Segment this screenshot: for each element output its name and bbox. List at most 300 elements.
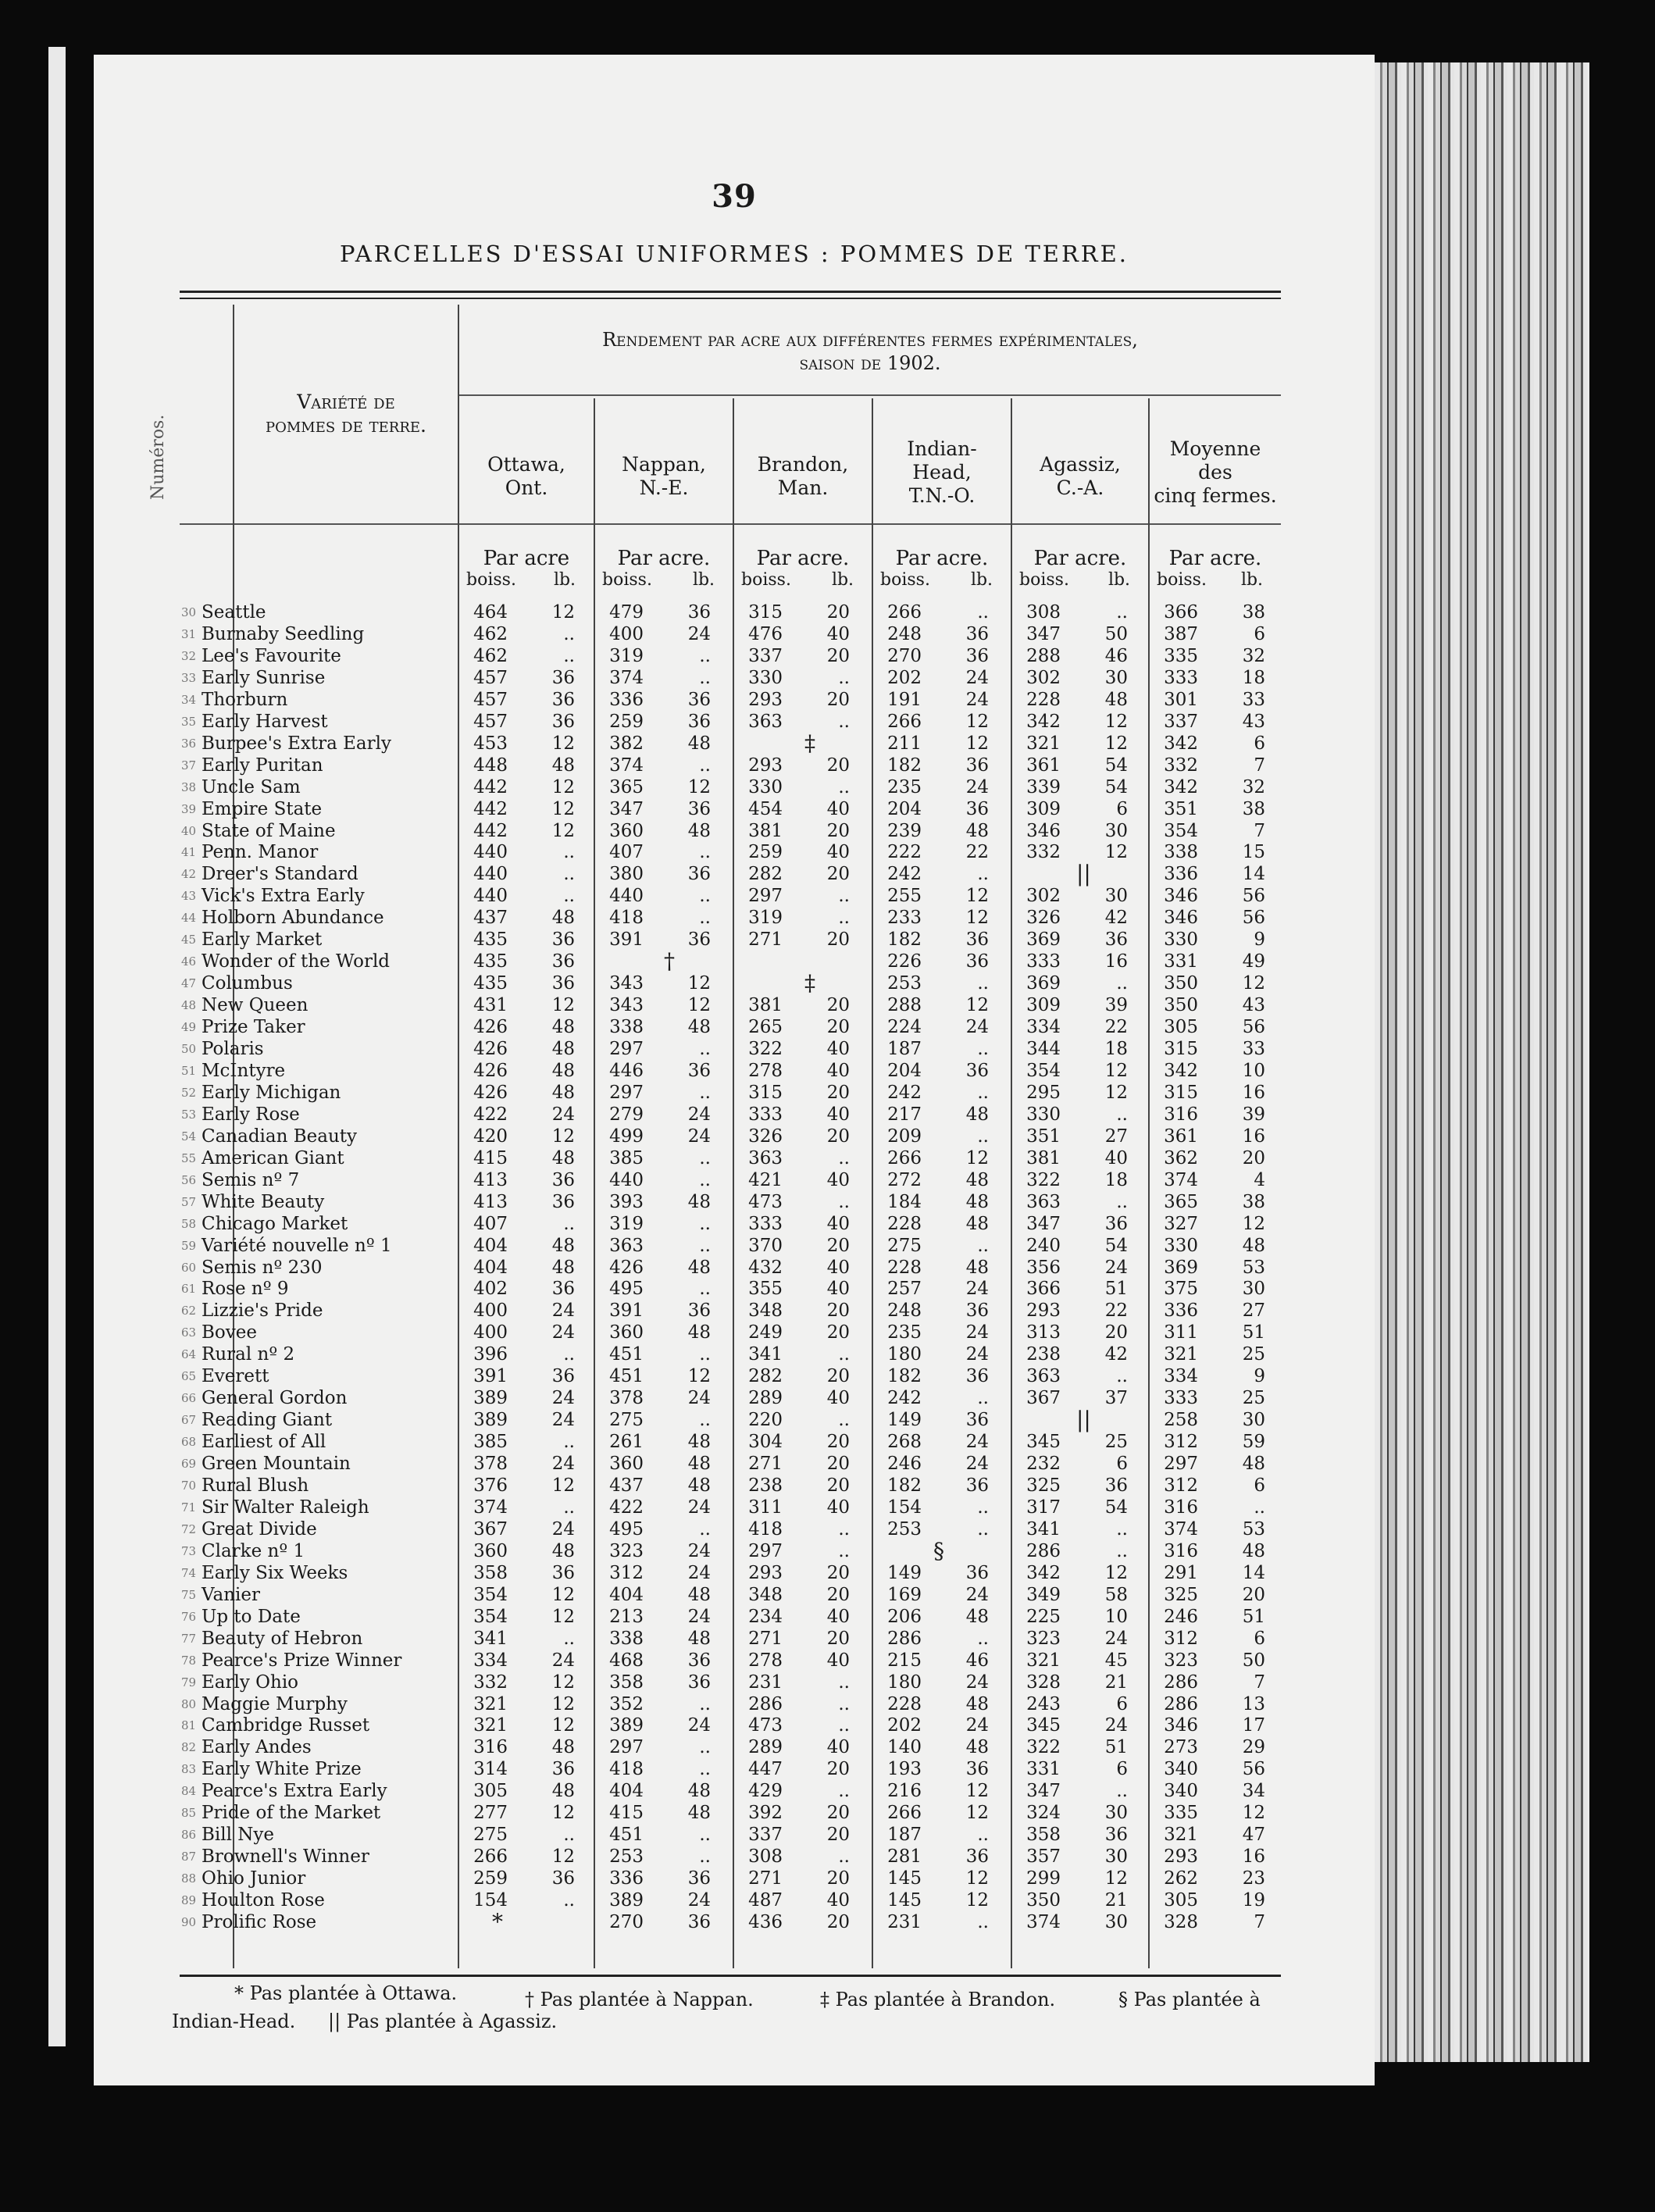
yield-bushels: 440: [609, 1169, 644, 1190]
yield-bushels: 266: [887, 1147, 922, 1168]
yield-bushels: 215: [887, 1650, 922, 1671]
yield-pounds: 50: [1104, 623, 1128, 644]
table-row: [0, 1714, 1281, 1736]
yield-pounds: 36: [687, 864, 711, 885]
farm-header-line: Ont.: [505, 476, 548, 499]
table-row: [0, 1736, 1281, 1758]
yield-bushels: 404: [609, 1781, 644, 1802]
yield-bushels: 266: [887, 602, 922, 623]
yield-pounds: 36: [551, 1191, 575, 1212]
yield-pounds: 20: [826, 1017, 850, 1038]
yield-bushels: 374: [473, 1497, 508, 1518]
yield-bushels: 435: [473, 951, 508, 972]
yield-bushels: 473: [748, 1715, 783, 1736]
yield-bushels: 440: [473, 842, 508, 863]
farm-header-5: [1150, 437, 1281, 508]
yield-bushels: 272: [887, 1169, 922, 1190]
yield-pounds: 43: [1242, 711, 1265, 732]
yield-bushels: 332: [473, 1671, 508, 1693]
yield-bushels: 358: [473, 1562, 508, 1583]
yield-pounds: ..: [977, 1628, 989, 1649]
yield-bushels: 202: [887, 1715, 922, 1736]
yield-bushels: 182: [887, 1366, 922, 1387]
yield-bushels: 270: [609, 1912, 644, 1932]
yield-pounds: 36: [965, 1300, 989, 1322]
yield-bushels: 238: [1026, 1344, 1061, 1365]
yield-bushels: 328: [1164, 1912, 1198, 1932]
yield-pounds: 54: [1104, 1235, 1128, 1256]
yield-pounds: 56: [1242, 886, 1265, 907]
row-number: 88: [181, 1871, 197, 1886]
table-row: [0, 1431, 1281, 1453]
yield-bushels: 332: [1026, 842, 1061, 863]
yield-bushels: 407: [473, 1213, 508, 1234]
yield-bushels: 225: [1026, 1606, 1061, 1627]
table-row: [0, 863, 1281, 885]
yield-bushels: 273: [1164, 1737, 1198, 1758]
yield-bushels: 333: [1026, 951, 1061, 972]
yield-bushels: 321: [473, 1693, 508, 1714]
farm-header-line: Indian-: [907, 437, 977, 460]
yield-bushels: 385: [473, 1432, 508, 1453]
yield-bushels: 495: [609, 1518, 644, 1539]
yield-pounds: ..: [699, 755, 711, 776]
yield-pounds: 30: [1242, 1279, 1265, 1300]
yield-pounds: 36: [687, 1650, 711, 1671]
yield-bushels: 204: [887, 798, 922, 819]
yield-bushels: 240: [1026, 1235, 1061, 1256]
yield-bushels: 228: [887, 1257, 922, 1278]
yield-bushels: 315: [748, 1082, 783, 1103]
yield-bushels: 418: [748, 1518, 783, 1539]
yield-pounds: 36: [551, 1868, 575, 1889]
yield-pounds: 33: [1242, 689, 1265, 710]
yield-bushels: 309: [1026, 995, 1061, 1016]
table-row: [0, 1147, 1281, 1169]
variety-name: Semis nº 230: [202, 1257, 323, 1278]
lb-header: lb.: [970, 570, 993, 590]
yield-bushels: 338: [1164, 842, 1198, 863]
yield-pounds: ..: [977, 1082, 989, 1103]
yield-bushels: 336: [609, 1868, 644, 1889]
variety-name: Pride of the Market: [202, 1803, 381, 1824]
yield-pounds: 40: [826, 842, 850, 863]
yield-pounds: ..: [699, 645, 711, 666]
lb-header: lb.: [692, 570, 715, 590]
variety-name: Lizzie's Pride: [202, 1300, 323, 1322]
yield-pounds: 47: [1242, 1825, 1265, 1846]
yield-bushels: 361: [1026, 755, 1061, 776]
yield-pounds: 48: [1104, 689, 1128, 710]
row-number: 52: [181, 1085, 197, 1100]
yield-bushels: 362: [1164, 1147, 1198, 1168]
yield-bushels: 154: [473, 1890, 508, 1911]
yield-pounds: 21: [1104, 1890, 1128, 1911]
yield-bushels: 457: [473, 689, 508, 710]
row-number: 63: [181, 1325, 197, 1340]
row-number: 39: [181, 801, 197, 816]
farm-header-2: [734, 453, 872, 500]
yield-bushels: 289: [748, 1737, 783, 1758]
yield-pounds: ..: [563, 842, 575, 863]
yield-pounds: 40: [826, 1388, 850, 1409]
yield-bushels: 242: [887, 1082, 922, 1103]
yield-bushels: 211: [887, 733, 922, 754]
variety-name: Early Rose: [202, 1104, 300, 1125]
variety-name: Penn. Manor: [202, 842, 319, 863]
yield-bushels: 297: [1164, 1454, 1198, 1475]
yield-bushels: 442: [473, 820, 508, 841]
book-page-edges: [1375, 62, 1589, 2062]
yield-bushels: 350: [1164, 995, 1198, 1016]
yield-pounds: 20: [1242, 1147, 1265, 1168]
yield-pounds: 48: [551, 1082, 575, 1103]
yield-bushels: 293: [748, 1562, 783, 1583]
yield-pounds: 24: [551, 1650, 575, 1671]
farm-header-line: Head,: [912, 461, 972, 483]
yield-pounds: ..: [699, 1169, 711, 1190]
yield-bushels: 297: [609, 1082, 644, 1103]
yield-pounds: 20: [826, 1868, 850, 1889]
yield-pounds: 32: [1242, 776, 1265, 797]
row-number: 90: [181, 1915, 197, 1929]
yield-bushels: 447: [748, 1759, 783, 1780]
yield-bushels: 342: [1164, 733, 1198, 754]
variety-name: Vick's Extra Early: [202, 886, 365, 907]
yield-bushels: 145: [887, 1868, 922, 1889]
variety-name: Early Harvest: [202, 711, 328, 732]
yield-bushels: 248: [887, 623, 922, 644]
yield-pounds: 59: [1242, 1432, 1265, 1453]
yield-bushels: 479: [609, 602, 644, 623]
yield-bushels: 233: [887, 908, 922, 929]
variety-name: Semis nº 7: [202, 1169, 300, 1190]
variety-name: Rural nº 2: [202, 1344, 295, 1365]
table-row: [0, 1038, 1281, 1060]
table-row: [0, 907, 1281, 929]
yield-bushels: 350: [1164, 973, 1198, 994]
yield-pounds: 10: [1104, 1606, 1128, 1627]
yield-bushels: 351: [1026, 1126, 1061, 1147]
yield-pounds: 36: [687, 929, 711, 951]
yield-pounds: 16: [1242, 1126, 1265, 1147]
yield-bushels: 347: [1026, 1781, 1061, 1802]
yield-bushels: 422: [473, 1104, 508, 1125]
yield-pounds: 20: [826, 1562, 850, 1583]
yield-pounds: 12: [965, 1803, 989, 1824]
row-number: 62: [181, 1304, 197, 1318]
yield-bushels: 363: [1026, 1366, 1061, 1387]
yield-bushels: 347: [1026, 623, 1061, 644]
yield-bushels: 431: [473, 995, 508, 1016]
yield-bushels: 278: [748, 1060, 783, 1081]
yield-bushels: 440: [609, 886, 644, 907]
boiss-header: boiss.: [602, 570, 652, 590]
variety-name: Holborn Abundance: [202, 908, 384, 929]
yield-pounds: ..: [699, 667, 711, 688]
yield-bushels: 429: [748, 1781, 783, 1802]
yield-pounds: 40: [826, 1497, 850, 1518]
yield-pounds: 36: [965, 623, 989, 644]
yield-bushels: 275: [609, 1410, 644, 1431]
yield-bushels: 324: [1026, 1803, 1061, 1824]
yield-bushels: 209: [887, 1126, 922, 1147]
yield-pounds: 20: [826, 820, 850, 841]
yield-bushels: 238: [748, 1475, 783, 1496]
variety-name: Empire State: [202, 798, 323, 819]
yield-bushels: 333: [748, 1213, 783, 1234]
yield-pounds: ..: [838, 667, 850, 688]
yield-bushels: 336: [609, 689, 644, 710]
yield-pounds: ..: [838, 1781, 850, 1802]
yield-pounds: ..: [699, 1213, 711, 1234]
yield-pounds: 12: [551, 733, 575, 754]
table-row: [0, 755, 1281, 776]
yield-pounds: 40: [826, 1060, 850, 1081]
yield-bushels: 358: [1026, 1825, 1061, 1846]
yield-pounds: ..: [977, 602, 989, 623]
yield-pounds: 6: [1254, 1628, 1265, 1649]
yield-bushels: 312: [609, 1562, 644, 1583]
farm-header-0: [459, 453, 594, 500]
yield-bushels: 266: [887, 1803, 922, 1824]
farm-header-line: Ottawa,: [487, 453, 565, 476]
table-row: [0, 1104, 1281, 1126]
yield-bushels: 365: [1164, 1191, 1198, 1212]
yield-pounds: 24: [551, 1322, 575, 1343]
footnote-marker: §: [933, 1537, 944, 1564]
yield-pounds: 48: [687, 1803, 711, 1824]
yield-pounds: 20: [826, 645, 850, 666]
variety-name: Brownell's Winner: [202, 1846, 369, 1868]
yield-pounds: 48: [965, 1213, 989, 1234]
yield-bushels: 322: [1026, 1737, 1061, 1758]
yield-bushels: 204: [887, 1060, 922, 1081]
yield-pounds: 54: [1104, 776, 1128, 797]
table-row: [0, 730, 1281, 756]
row-number: 53: [181, 1107, 197, 1122]
yield-pounds: 18: [1242, 667, 1265, 688]
footnote-brandon: ‡ Pas plantée à Brandon.: [820, 1989, 1056, 2010]
yield-header-line: Rendement par acre aux différentes fermes expérimentales,: [602, 329, 1138, 351]
yield-bushels: 293: [1164, 1846, 1198, 1868]
yield-pounds: ..: [1116, 1104, 1128, 1125]
yield-pounds: 30: [1242, 1410, 1265, 1431]
table-row: [0, 1322, 1281, 1343]
yield-bushels: 389: [609, 1890, 644, 1911]
variety-header: [234, 391, 458, 437]
yield-pounds: 12: [965, 733, 989, 754]
yield-pounds: 20: [826, 1825, 850, 1846]
farm-header-line: C.-A.: [1056, 476, 1104, 499]
table-row: [0, 1016, 1281, 1038]
table-row: [0, 1537, 1281, 1564]
yield-bushels: 246: [1164, 1606, 1198, 1627]
yield-pounds: ..: [1116, 602, 1128, 623]
yield-bushels: 413: [473, 1191, 508, 1212]
yield-bushels: 317: [1026, 1497, 1061, 1518]
variety-name: Early Michigan: [202, 1082, 341, 1103]
yield-pounds: 40: [826, 1606, 850, 1627]
yield-bushels: 326: [1026, 908, 1061, 929]
yield-bushels: 400: [473, 1322, 508, 1343]
lb-header: lb.: [1240, 570, 1264, 590]
yield-bushels: 334: [1164, 1366, 1198, 1387]
yield-pounds: 16: [1104, 951, 1128, 972]
yield-bushels: 321: [1164, 1344, 1198, 1365]
yield-pounds: 20: [826, 1126, 850, 1147]
boiss-header: boiss.: [1019, 570, 1069, 590]
yield-pounds: 30: [1104, 1846, 1128, 1868]
yield-bushels: 321: [1026, 1650, 1061, 1671]
yield-pounds: 12: [1104, 1868, 1128, 1889]
footnote-marker: ||: [1076, 1407, 1091, 1433]
yield-bushels: 396: [473, 1344, 508, 1365]
yield-bushels: 301: [1164, 689, 1198, 710]
variety-header-line: Variété de: [297, 391, 395, 413]
yield-bushels: 242: [887, 864, 922, 885]
yield-bushels: 305: [1164, 1890, 1198, 1911]
yield-bushels: 421: [748, 1169, 783, 1190]
row-number: 80: [181, 1696, 197, 1711]
yield-bushels: 354: [1026, 1060, 1061, 1081]
yield-bushels: 357: [1026, 1846, 1061, 1868]
row-number: 44: [181, 911, 197, 926]
row-number: 56: [181, 1172, 197, 1187]
variety-name: General Gordon: [202, 1388, 348, 1409]
table-row: [0, 885, 1281, 907]
yield-bushels: 336: [1164, 1300, 1198, 1322]
yield-bushels: 367: [473, 1518, 508, 1539]
yield-bushels: 253: [887, 973, 922, 994]
yield-pounds: 20: [826, 755, 850, 776]
yield-bushels: 440: [473, 864, 508, 885]
yield-pounds: 51: [1242, 1322, 1265, 1343]
yield-pounds: 40: [826, 798, 850, 819]
yield-bushels: 442: [473, 798, 508, 819]
yield-bushels: 222: [887, 842, 922, 863]
yield-pounds: 40: [826, 1039, 850, 1059]
yield-bushels: 220: [748, 1410, 783, 1431]
yield-pounds: ..: [838, 1715, 850, 1736]
yield-pounds: 24: [1104, 1257, 1128, 1278]
yield-pounds: 27: [1104, 1126, 1128, 1147]
row-number: 40: [181, 823, 197, 838]
yield-pounds: 48: [687, 1475, 711, 1496]
yield-bushels: 286: [887, 1628, 922, 1649]
yield-pounds: ..: [1116, 973, 1128, 994]
yield-pounds: 48: [1242, 1235, 1265, 1256]
yield-bushels: 360: [609, 1322, 644, 1343]
yield-pounds: ..: [1116, 1366, 1128, 1387]
yield-pounds: 12: [965, 1868, 989, 1889]
table-row: [0, 1343, 1281, 1365]
yield-bushels: 243: [1026, 1693, 1061, 1714]
table-row: [0, 1365, 1281, 1387]
yield-pounds: 49: [1242, 951, 1265, 972]
yield-pounds: 12: [1104, 733, 1128, 754]
row-number: 32: [181, 648, 197, 663]
yield-pounds: 12: [551, 798, 575, 819]
yield-pounds: 36: [551, 711, 575, 732]
yield-bushels: 473: [748, 1191, 783, 1212]
footnote-indian-head: § Pas plantée à: [1118, 1989, 1261, 2010]
yield-bushels: 374: [1164, 1169, 1198, 1190]
row-number: 30: [181, 605, 197, 619]
par-acre-header: Par acre.: [1168, 547, 1262, 570]
yield-pounds: 36: [551, 1759, 575, 1780]
yield-bushels: 380: [609, 864, 644, 885]
yield-pounds: ..: [1116, 1191, 1128, 1212]
farm-header-line: Moyenne: [1169, 437, 1261, 460]
yield-bushels: 341: [473, 1628, 508, 1649]
yield-pounds: ..: [1116, 1781, 1128, 1802]
variety-name: Dreer's Standard: [202, 864, 358, 885]
par-acre-header: Par acre: [483, 547, 570, 570]
yield-pounds: 48: [687, 1628, 711, 1649]
footnote-marker: ‡: [804, 970, 815, 997]
table-row: [0, 798, 1281, 820]
row-number: 74: [181, 1565, 197, 1580]
yield-pounds: 23: [1242, 1868, 1265, 1889]
yield-pounds: ..: [563, 864, 575, 885]
yield-bushels: 393: [609, 1191, 644, 1212]
yield-pounds: 20: [1104, 1322, 1128, 1343]
yield-bushels: 354: [473, 1584, 508, 1605]
yield-pounds: 48: [551, 1540, 575, 1561]
yield-bushels: 345: [1026, 1715, 1061, 1736]
yield-pounds: ..: [838, 908, 850, 929]
yield-pounds: 48: [965, 1104, 989, 1125]
yield-pounds: 54: [1104, 1497, 1128, 1518]
yield-bushels: 271: [748, 1628, 783, 1649]
yield-bushels: 187: [887, 1825, 922, 1846]
yield-pounds: 12: [551, 1846, 575, 1868]
yield-bushels: 346: [1164, 908, 1198, 929]
yield-bushels: 495: [609, 1279, 644, 1300]
row-number: 50: [181, 1042, 197, 1056]
row-number: 51: [181, 1063, 197, 1078]
yield-pounds: 30: [1104, 886, 1128, 907]
yield-pounds: 24: [1104, 1628, 1128, 1649]
variety-name: Early White Prize: [202, 1759, 362, 1780]
yield-pounds: 19: [1242, 1890, 1265, 1911]
yield-bushels: 369: [1026, 929, 1061, 951]
farm-header-line: des: [1198, 461, 1232, 483]
yield-pounds: 51: [1242, 1606, 1265, 1627]
yield-pounds: 12: [965, 995, 989, 1016]
yield-bushels: 338: [609, 1017, 644, 1038]
yield-bushels: 365: [609, 776, 644, 797]
table-row: [0, 776, 1281, 798]
yield-pounds: 38: [1242, 1191, 1265, 1212]
yield-bushels: 333: [1164, 1388, 1198, 1409]
variety-name: Seattle: [202, 602, 266, 623]
yield-bushels: 342: [1026, 1562, 1061, 1583]
row-number: 83: [181, 1762, 197, 1777]
yield-bushels: 228: [1026, 689, 1061, 710]
yield-pounds: 16: [1242, 1846, 1265, 1868]
yield-pounds: 48: [687, 1017, 711, 1038]
boiss-header: boiss.: [1157, 570, 1207, 590]
table-row: [0, 1606, 1281, 1628]
yield-pounds: 40: [826, 1104, 850, 1125]
yield-bushels: 288: [1026, 645, 1061, 666]
table-row: [0, 1169, 1281, 1191]
yield-pounds: 12: [551, 1606, 575, 1627]
footnote-indian-head-cont: Indian-Head.: [172, 2010, 296, 2032]
variety-name: Bovee: [202, 1322, 257, 1343]
